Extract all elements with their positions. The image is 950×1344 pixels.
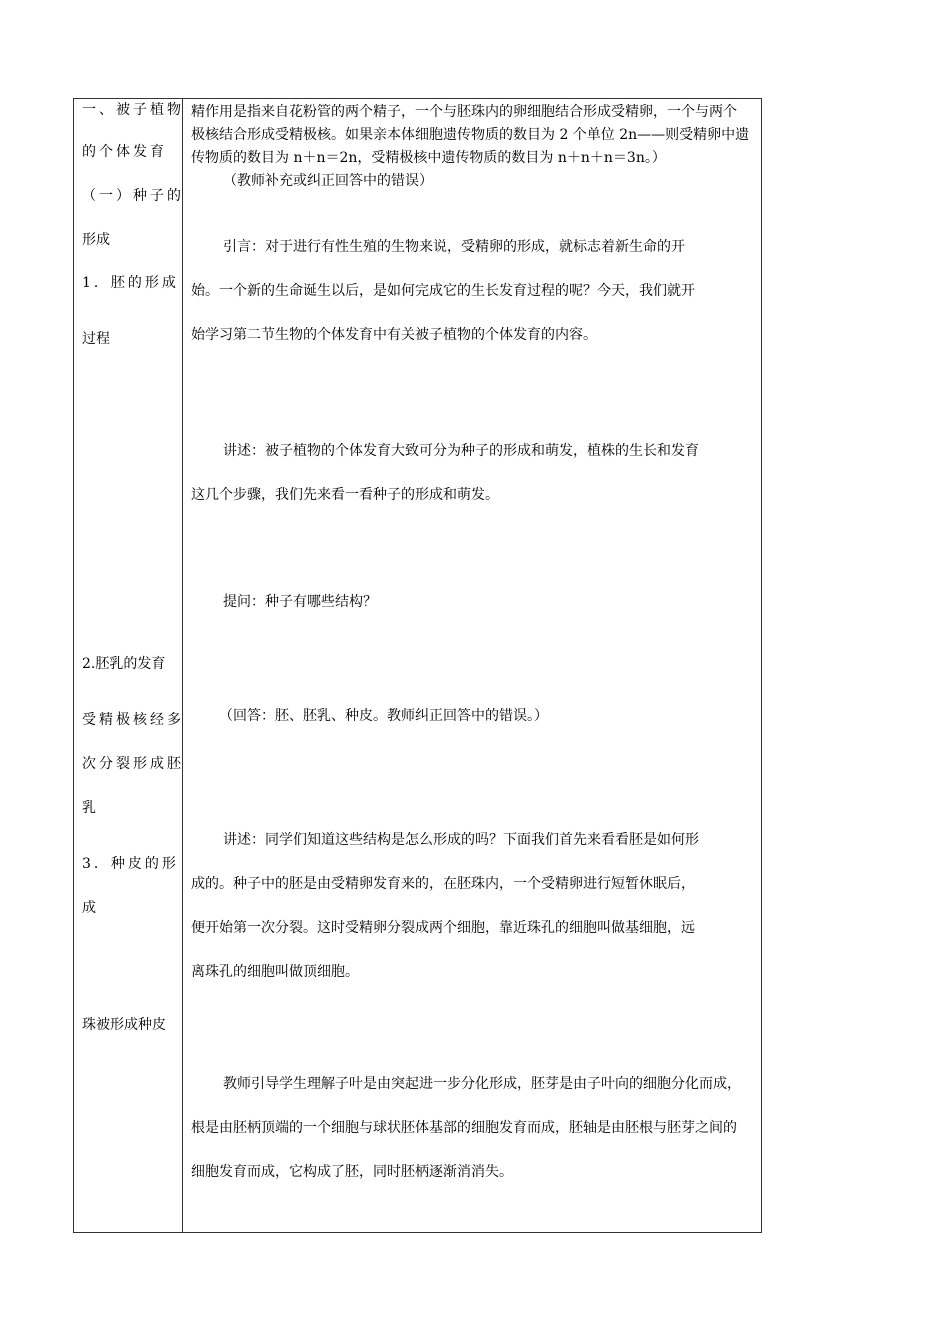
text-line: 传物质的数目为 n＋n＝2n，受精极核中遗传物质的数目为 n＋n＋n＝3n。） (191, 150, 666, 166)
text-line: （教师补充或纠正回答中的错误） (223, 173, 433, 189)
left-heading-line: 1．胚的形成 (82, 275, 179, 291)
text-line: 根是由胚柄顶端的一个细胞与球状胚体基部的细胞发育而成，胚轴是由胚根与胚芽之间的 (191, 1120, 737, 1136)
text-line: 讲述：被子植物的个体发育大致可分为种子的形成和萌发，植株的生长和发育 (223, 443, 699, 459)
text-line: 引言：对于进行有性生殖的生物来说，受精卵的形成，就标志着新生命的开 (223, 239, 685, 255)
paragraph-question (191, 588, 753, 616)
text-line: 始。一个新的生命诞生以后，是如何完成它的生长发育过程的呢？今天，我们就开 (191, 283, 695, 299)
left-heading-line: 次分裂形成胚 (82, 756, 184, 772)
left-heading-line: （一）种子的 (82, 188, 184, 204)
left-heading-line: 受精极核经多 (82, 712, 184, 728)
text-line: 离珠孔的细胞叫做顶细胞。 (191, 964, 359, 980)
text-line: 讲述：同学们知道这些结构是怎么形成的吗？下面我们首先来看看胚是如何形 (223, 832, 699, 848)
left-heading-line: 一、被子植物 (82, 102, 184, 118)
left-heading-line: 的个体发育 (82, 144, 167, 160)
left-heading-line: 珠被形成种皮 (82, 1017, 166, 1033)
paragraph-guidance (191, 1062, 753, 1194)
column-divider (182, 98, 183, 1233)
left-heading-line: 成 (82, 900, 96, 916)
text-line: 这几个步骤，我们先来看一看种子的形成和萌发。 (191, 487, 499, 503)
paragraph-lecture-2 (191, 818, 753, 994)
text-line: 成的。种子中的胚是由受精卵发育来的，在胚珠内，一个受精卵进行短暂休眠后， (191, 876, 695, 892)
left-heading-line: 3．种皮的形 (82, 856, 179, 872)
left-heading-line: 2.胚乳的发育 (82, 656, 166, 672)
text-line: 教师引导学生理解子叶是由突起进一步分化形成，胚芽是由子叶向的细胞分化而成， (223, 1076, 741, 1092)
text-line: 始学习第二节生物的个体发育中有关被子植物的个体发育的内容。 (191, 327, 597, 343)
text-line: 细胞发育而成，它构成了胚，同时胚柄逐渐消消失。 (191, 1164, 513, 1180)
paragraph-lecture-1 (191, 429, 753, 517)
paragraph-fertilization (191, 101, 753, 193)
paragraph-answer (191, 702, 753, 730)
left-heading-line: 形成 (82, 232, 110, 248)
paragraph-introduction (191, 225, 753, 357)
text-line: （回答：胚、胚乳、种皮。教师纠正回答中的错误。） (219, 708, 548, 724)
text-line: 便开始第一次分裂。这时受精卵分裂成两个细胞，靠近珠孔的细胞叫做基细胞，远 (191, 920, 695, 936)
left-heading-line: 过程 (82, 331, 110, 347)
text-line: 提问：种子有哪些结构？ (223, 594, 377, 610)
text-line: 极核结合形成受精极核。如果亲本体细胞遗传物质的数目为 2 个单位 2n——则受精卵中遗 (191, 127, 750, 143)
left-heading-line: 乳 (82, 800, 96, 816)
text-line: 精作用是指来自花粉管的两个精子，一个与胚珠内的卵细胞结合形成受精卵，一个与两个 (191, 104, 737, 120)
